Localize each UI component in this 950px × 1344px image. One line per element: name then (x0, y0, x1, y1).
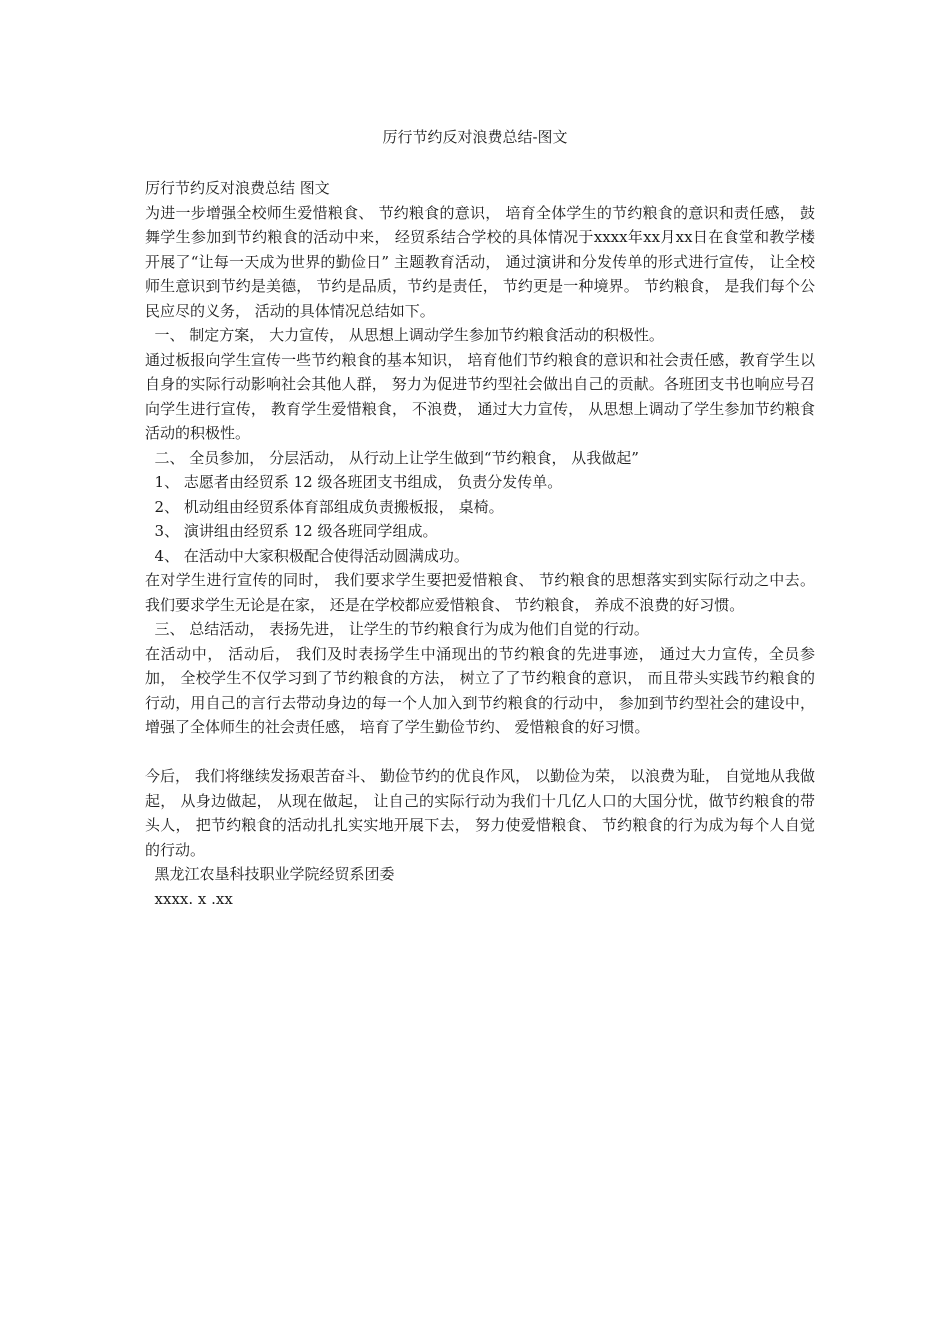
page-title: 厉行节约反对浪费总结-图文 (382, 128, 568, 146)
section-heading-3: 三、 总结活动， 表扬先进， 让学生的节约粮食行为成为他们自觉的行动。 (145, 620, 649, 638)
paragraph-spacer (145, 740, 815, 765)
list-item: 3、 演讲组由经贸系 12 级各班同学组成。 (145, 522, 438, 540)
document-subtitle: 厉行节约反对浪费总结 图文 (145, 179, 330, 197)
list-item: 1、 志愿者由经贸系 12 级各班团支书组成， 负责分发传单。 (145, 473, 563, 491)
section-heading-1: 一、 制定方案， 大力宣传， 从思想上调动学生参加节约粮食活动的积极性。 (145, 326, 664, 344)
intro-paragraph: 为进一步增强全校师生爱惜粮食、 节约粮食的意识， 培育全体学生的节约粮食的意识和责任感， 鼓舞学生参加到节约粮食的活动中来， 经贸系结合学校的具体情况于xxxx年xx月xx日在食堂和教学楼开展了“让每一天成为世界的勤俭日” 主题教育活动， 通过演讲和分发传单的形式进行宣传， 让全校师生意识到节约是美德， 节约是品质，节约是责任， 节约更是一种境界。 节约粮食， 是我们每个公民应尽的义务， 活动的具体情况总结如下。 (145, 203, 815, 320)
list-item: 2、 机动组由经贸系体育部组成负责搬板报， 桌椅。 (145, 497, 504, 516)
date: xxxx. x .xx (145, 889, 233, 908)
section-3-paragraph: 在活动中， 活动后， 我们及时表扬学生中涌现出的节约粮食的先进事迹， 通过大力宣传，全员参加， 全校学生不仅学习到了节约粮食的方法， 树立了了节约粮食的意识， 而且带头实践节约粮食的行动，用自己的言行去带动身边的每一个人加入到节约粮食的行动中， 参加到节约型社会的建设中， 增强了全体师生的社会责任感， 培育了学生勤俭节约、 爱惜粮食的好习惯。 (145, 644, 815, 736)
section-1-paragraph: 通过板报向学生宣传一些节约粮食的基本知识， 培育他们节约粮食的意识和社会责任感，教育学生以自身的实际行动影响社会其他人群， 努力为促进节约型社会做出自己的贡献。各班团支书也响应号召向学生进行宣传， 教育学生爱惜粮食， 不浪费， 通过大力宣传， 从思想上调动了学生参加节约粮食活动的积极性。 (145, 350, 815, 442)
closing-paragraph: 今后， 我们将继续发扬艰苦奋斗、 勤俭节约的优良作风， 以勤俭为荣， 以浪费为耻， 自觉地从我做起， 从身边做起， 从现在做起， 让自己的实际行动为我们十几亿人口的大国分忧，做节约粮食的带头人， 把节约粮食的活动扎扎实实地开展下去， 努力使爱惜粮食、 节约粮食的行为成为每个人自觉的行动。 (145, 767, 815, 859)
signature: 黑龙江农垦科技职业学院经贸系团委 (145, 865, 395, 883)
document-body (145, 176, 815, 911)
list-item: 4、 在活动中大家积极配合使得活动圆满成功。 (145, 546, 469, 565)
section-heading-2: 二、 全员参加， 分层活动， 从行动上让学生做到“节约粮食， 从我做起” (145, 448, 639, 467)
section-2-paragraph: 在对学生进行宣传的同时， 我们要求学生要把爱惜粮食、 节约粮食的思想落实到实际行动之中去。 我们要求学生无论是在家， 还是在学校都应爱惜粮食、 节约粮食， 养成不浪费的好习惯。 (145, 571, 815, 614)
